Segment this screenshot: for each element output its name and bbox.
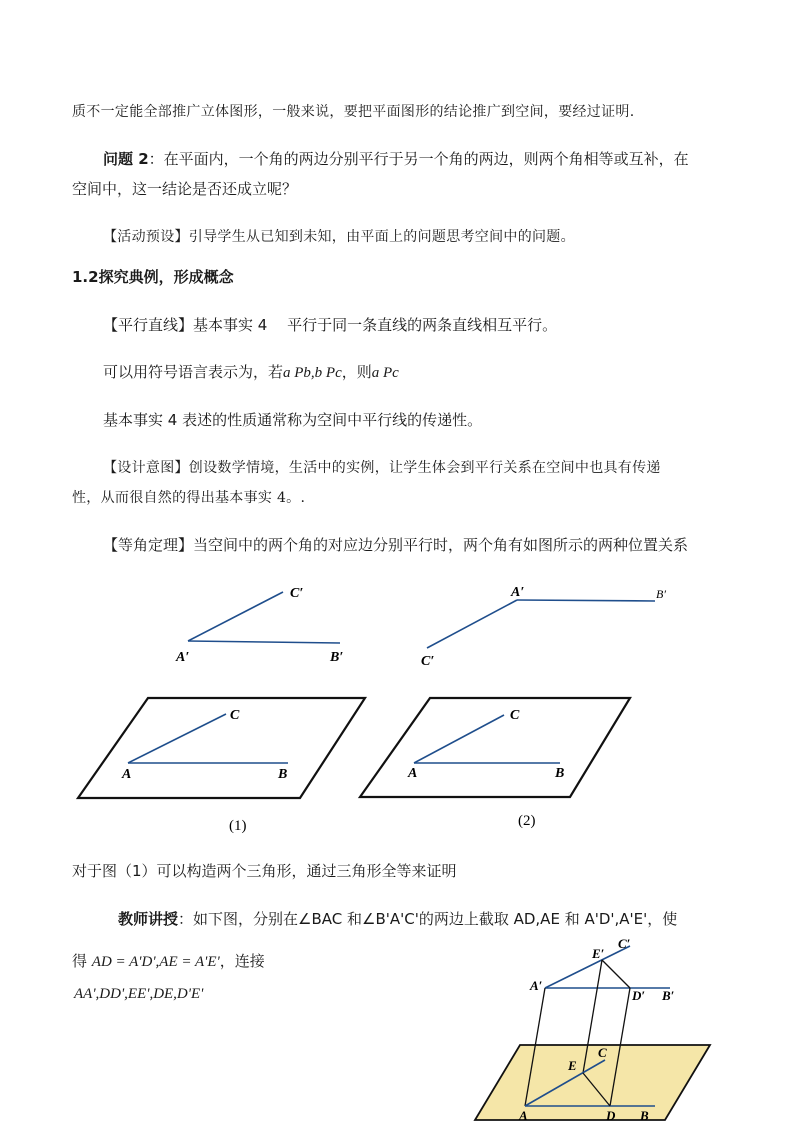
equal-angle-theorem: 【等角定理】当空间中的两个角的对应边分别平行时，两个角有如图所示的两种位置关系 bbox=[103, 536, 689, 554]
symbol-expression bbox=[103, 361, 399, 382]
fig2-label-b: B bbox=[555, 766, 565, 781]
congruent-triangles-figure bbox=[440, 930, 740, 1123]
teacher-label: 教师讲授 bbox=[118, 910, 179, 928]
teacher-text-a: ：如下图，分别在∠BAC 和∠B'A'C'的两边上截取 AD,AE 和 A'D',A'E'，使 bbox=[178, 910, 678, 928]
label-bp: B′ bbox=[662, 988, 675, 1003]
section-title: 1.2探究典例，形成概念 bbox=[72, 268, 234, 286]
teacher-line-1 bbox=[118, 908, 677, 929]
symbol-expr-1: a Pb,b Pc bbox=[283, 365, 342, 381]
symbol-text-b: ，则 bbox=[341, 363, 372, 381]
teacher-text-b2: ，连接 bbox=[219, 952, 265, 970]
symbol-text-a: 可以用符号语言表示为，若 bbox=[103, 363, 284, 381]
question-2-line-2: 空间中，这一结论是否还成立呢？ bbox=[72, 180, 298, 198]
top-edge-ac bbox=[545, 946, 630, 988]
transitive-property: 基本事实 4 表述的性质通常称为空间中平行线的传递性。 bbox=[103, 411, 483, 429]
teacher-expr: AD = A'D',AE = A'E' bbox=[91, 954, 220, 970]
parallel-lines-fact: 【平行直线】基本事实 4 平行于同一条直线的两条直线相互平行。 bbox=[103, 316, 558, 334]
fig2-label-c: C bbox=[510, 708, 520, 723]
question-2-line-1 bbox=[103, 148, 689, 169]
fig1-label-b: B bbox=[278, 767, 288, 782]
fig1-caption: (1) bbox=[229, 818, 247, 834]
design-intent-line-1: 【设计意图】创设数学情境，生活中的实例，让学生体会到平行关系在空间中也具有传递 bbox=[103, 460, 661, 476]
fig1-edge-ab-prime bbox=[188, 641, 340, 643]
label-d: D bbox=[606, 1108, 616, 1123]
question-2-text-a: ：在平面内，一个角的两边分别平行于另一个角的两边，则两个角相等或互补，在 bbox=[148, 150, 689, 168]
fig2-label-cp: C′ bbox=[421, 654, 435, 669]
base-plane bbox=[475, 1045, 710, 1120]
fig1-plane bbox=[78, 698, 365, 798]
fig1-edge-ac-prime bbox=[188, 592, 283, 641]
label-c: C bbox=[598, 1045, 607, 1060]
label-ep: E′ bbox=[592, 946, 605, 961]
fig2-label-bp: B′ bbox=[656, 587, 666, 601]
fig1-edge-ac bbox=[128, 714, 226, 763]
activity-preset: 【活动预设】引导学生从已知到未知，由平面上的问题思考空间中的问题。 bbox=[103, 229, 575, 245]
fig1-label-cp: C′ bbox=[290, 586, 304, 601]
teacher-text-b1: 得 bbox=[72, 952, 92, 970]
fig2-plane bbox=[360, 698, 630, 797]
fig1-label-bp: B′ bbox=[330, 650, 344, 665]
fig2-edge-ac bbox=[414, 715, 504, 763]
fig2-label-a: A bbox=[408, 766, 418, 781]
fig2-edge-ac-prime bbox=[427, 600, 517, 648]
fig2-edge-ab-prime bbox=[517, 600, 655, 601]
design-intent-line-2: 性，从而很自然的得出基本事实 4。. bbox=[72, 490, 306, 506]
label-ap: A′ bbox=[530, 978, 543, 993]
symbol-expr-2: a Pc bbox=[371, 365, 399, 381]
label-cp: C′ bbox=[618, 936, 631, 951]
label-e: E bbox=[568, 1058, 577, 1073]
construct-note: 对于图（1）可以构造两个三角形，通过三角形全等来证明 bbox=[72, 862, 457, 880]
fig1-label-ap: A′ bbox=[176, 650, 190, 665]
fig1-label-c: C bbox=[230, 708, 240, 723]
teacher-line-3: AA',DD',EE',DE,D'E' bbox=[74, 986, 204, 1002]
label-a: A bbox=[519, 1108, 528, 1123]
equal-angle-figures bbox=[0, 570, 794, 840]
question-2-label: 问题 2 bbox=[103, 150, 149, 168]
label-dp: D′ bbox=[632, 988, 646, 1003]
fig1-label-a: A bbox=[122, 767, 132, 782]
fig2-label-ap: A′ bbox=[511, 585, 525, 600]
fig2-caption: (2) bbox=[518, 813, 536, 829]
top-edge-de bbox=[602, 960, 630, 988]
intro-line: 质不一定能全部推广立体图形，一般来说，要把平面图形的结论推广到空间，要经过证明. bbox=[72, 104, 635, 120]
label-b: B bbox=[640, 1108, 649, 1123]
teacher-line-2 bbox=[72, 950, 265, 971]
